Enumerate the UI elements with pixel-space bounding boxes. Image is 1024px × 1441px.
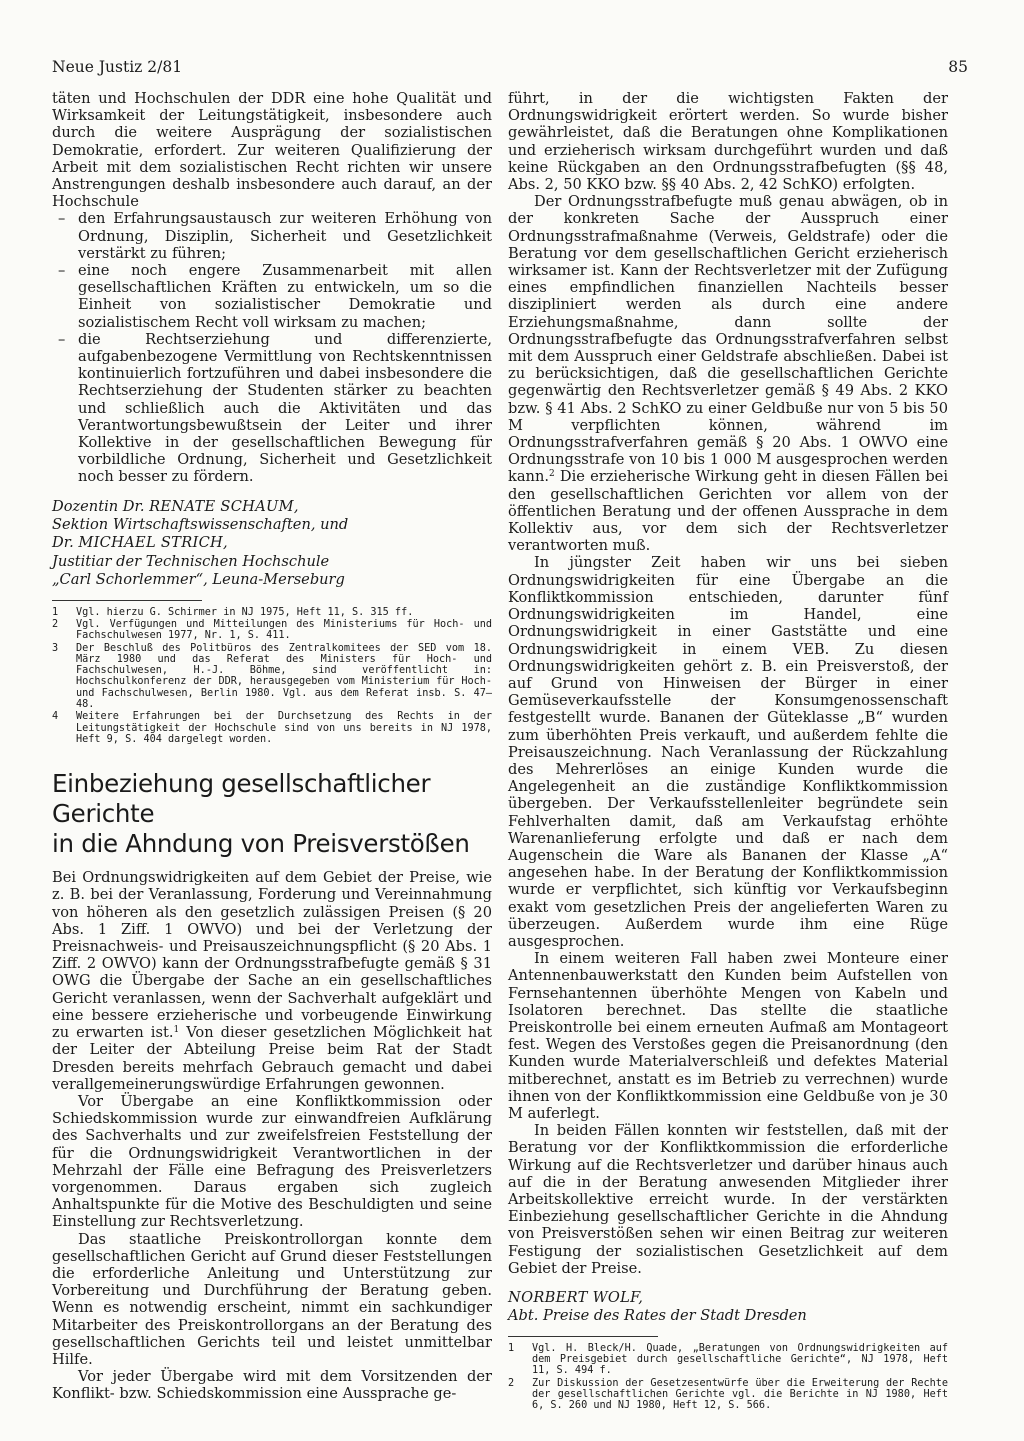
article-paragraph: Vor jeder Übergabe wird mit dem Vorsitzenden der Konflikt- bzw. Schiedskommission eine Aussprache ge- — [52, 1368, 492, 1403]
footnote-divider — [508, 1336, 658, 1337]
article-paragraph: In jüngster Zeit haben wir uns bei sieben Ordnungswidrigkeiten für eine Übergabe an die Konfliktkommission entschieden, darunter fünf Ordnungswidrigkeiten im Handel, eine Ordnungswidrigkeit in einer Gaststätte und eine Ordnungswidrigkeit in einem VEB. Zu diesen Ordnungswidrigkeiten gehört z. B. ein Preisverstoß, der auf Grund von Hinweisen der Bürger in einer Gemüseverkaufsstelle der Konsumgenossenschaft festgestellt wurde. Bananen der Güteklasse „B“ wurden zum überhöhten Preis verkauft, und außerdem fehlte die Preisauszeichnung. Nach Veranlassung der Rückzahlung des Mehrerlöses an einige Kunden wurde die Angelegenheit an die zuständige Konfliktkommission übergeben. Der Verkaufsstellenleiter begründete sein Fehlverhalten damit, daß am Verkaufstag erhöhte Warenanlieferung erfolgte und daß er nach dem Augenschein die Ware als Bananen der Klasse „A“ angesehen habe. In der Beratung der Konfliktkommission wurde er verpflichtet, sich künftig vor Verkaufsbeginn exakt vom gesetzlichen Preis der angelieferten Waren zu überzeugen. Außerdem wurde ihm eine Rüge ausgesprochen. — [508, 554, 948, 950]
goals-list — [52, 210, 492, 485]
author-name: NORBERT WOLF, — [508, 1289, 644, 1307]
footnote: 1 Vgl. H. Bleck/H. Quade, „Beratungen von Ordnungswidrigkeiten auf dem Preisgebiet durch gesellschaftliche Gerichte“, NJ 1978, Heft 11, S. 494 f. — [508, 1342, 948, 1377]
author-line-4: Justitiar der Technischen Hochschule — [52, 552, 330, 570]
list-item: – den Erfahrungsaustausch zur weiteren Erhöhung von Ordnung, Disziplin, Sicherheit und Gesetzlichkeit verstärkt zu führen; — [52, 210, 492, 262]
right-column — [508, 90, 948, 1413]
page-number: 85 — [948, 58, 968, 76]
author-line-2: Sektion Wirtschaftswissenschaften, und — [52, 516, 349, 534]
author-line-1: Dozentin Dr. RENATE SCHAUM, — [52, 497, 299, 515]
footnote: 2 Zur Diskussion der Gesetzesentwürfe über die Erweiterung der Rechte der gesellschaftlichen Gerichte vgl. die Berichte in NJ 1980, Heft 6, S. 260 und NJ 1980, Heft 12, S. 566. — [508, 1377, 948, 1412]
footnote: 3 Der Beschluß des Politbüros des Zentralkomitees der SED vom 18. März 1980 und das Referat des Ministers für Hoch- und Fachschulwesen, H.-J. Böhme, sind veröffentlicht in: Hochschulkonferenz der DDR, herausgegeben vom Ministerium für Hoch- und Fachschulwesen, Berlin 1980. Vgl. aus dem Referat insb. S. 47–48. — [52, 642, 492, 711]
footnote: 4 Weitere Erfahrungen bei der Durchsetzung des Rechts in der Leitungstätigkeit der Hochschule sind von uns bereits in NJ 1978, Heft 9, S. 404 dargelegt worden. — [52, 711, 492, 745]
article-paragraph: Das staatliche Preiskontrollorgan konnte dem gesellschaftlichen Gericht auf Grund dieser Feststellungen die erforderliche Anleitung und Unterstützung zur Vorbereitung und Durchführung der Beratung geben. Wenn es notwendig erscheint, nimmt ein sachkundiger Mitarbeiter des Preiskontrollorgans an der Beratung des gesellschaftlichen Gerichts teil und leistet unmittelbar Hilfe. — [52, 1230, 492, 1368]
author-name: MICHAEL STRICH, — [78, 534, 228, 552]
list-item: – die Rechtserziehung und differenzierte, aufgabenbezogene Vermittlung von Rechtskenntnissen kontinuierlich fortzuführen und dabei insbesondere die Rechtserziehung der Studenten stärker zu beachten und schließlich auch die Aktivitäten und das Verantwortungsbewußtsein der Leiter und ihrer Kollektive in der gesellschaftlichen Bewegung für vorbildliche Ordnung, Sicherheit und Gesetzlichkeit noch besser zu fördern. — [52, 331, 492, 486]
article-paragraph: In beiden Fällen konnten wir feststellen, daß mit der Beratung vor der Konfliktkommission die erforderliche Wirkung auf die Rechtsverletzer und darüber hinaus auch auf die in der Beratung anwesenden Mitglieder ihrer Arbeitskollektive erreicht wurde. In der verstärkten Einbeziehung gesellschaftlicher Gerichte in die Ahndung von Preisverstößen sehen wir einen Beitrag zur weiteren Festigung der sozialistischen Gesetzlichkeit auf dem Gebiet der Preise. — [508, 1122, 948, 1277]
journal-issue: Neue Justiz 2/81 — [52, 58, 183, 76]
list-item: – eine noch engere Zusammenarbeit mit allen gesellschaftlichen Kräften zu entwickeln, um so die Einheit von sozialistischer Demokratie und sozialistischem Recht voll wirksam zu machen; — [52, 262, 492, 331]
author-affiliation: Abt. Preise des Rates der Stadt Dresden — [508, 1307, 807, 1325]
footnote-ref: 2 — [548, 469, 555, 480]
article-paragraph: Vor Übergabe an eine Konfliktkommission oder Schiedskommission wurde zur einwandfreien Aufklärung des Sachverhalts und zur zweifelsfreien Feststellung der für die Ordnungswidrigkeit Verantwortlichen in der Mehrzahl der Fälle eine Befragung des Preisverletzers vorgenommen. Daraus ergaben sich zugleich Anhaltspunkte für die Motive des Beschuldigten und seine Einstellung zur Rechtsverletzung. — [52, 1092, 492, 1231]
article-paragraph: In einem weiteren Fall haben zwei Monteure einer Antennenbauwerkstatt den Kunden beim Aufstellen von Fernsehantennen überhöhte Mengen von Kabeln und Isolatoren berechnet. Das stellte die staatliche Preiskontrolle bei einem erneuten Aufmaß am Montageort fest. Wegen des Verstoßes gegen die Preisanordnung (den Kunden wurde Materialverschleiß und defektes Material mitberechnet, anstatt es im Betrieb zu verrechnen) wurde ihnen von der Konfliktkommission eine Geldbuße von je 30 M auferlegt. — [508, 950, 948, 1122]
author-signature-block — [52, 498, 492, 590]
author-line-3: Dr. MICHAEL STRICH, — [52, 534, 228, 552]
article-paragraph: Bei Ordnungswidrigkeiten auf dem Gebiet der Preise, wie z. B. bei der Veranlassung, Forderung und Vereinnahmung von höheren als den gesetzlich zulässigen Preisen (§ 20 Abs. 1 Ziff. 1 OWVO) und bei der Verletzung der Preisnachweis- und Preisauszeichnungspflicht (§ 20 Abs. 1 Ziff. 2 OWVO) kann der Ordnungsstrafbefugte gemäß § 31 OWG die Übergabe der Sache an ein gesellschaftliches Gericht veranlassen, wenn der Sachverhalt aufgeklärt und eine bessere erzieherische und vorbeugende Einwirkung zu erwarten ist.$^1$ Von dieser gesetzlichen Möglichkeit hat der Leiter der Abteilung Preise beim Rat der Stadt Dresden bereits mehrfach Gebrauch gemacht und dabei verallgemeinerungswürdige Erfahrungen gewonnen. — [52, 869, 492, 1093]
page-header — [52, 58, 968, 82]
footnote-divider — [52, 600, 202, 601]
footnote: 2 Vgl. Verfügungen und Mitteilungen des Ministeriums für Hoch- und Fachschulwesen 1977, Nr. 1, S. 411. — [52, 619, 492, 642]
footnote: 1 Vgl. hierzu G. Schirmer in NJ 1975, Heft 11, S. 315 ff. — [52, 606, 414, 618]
author-name: RENATE SCHAUM, — [149, 497, 299, 515]
article-paragraph: Der Ordnungsstrafbefugte muß genau abwägen, ob in der konkreten Sache der Ausspruch einer Ordnungsstrafmaßnahme (Verweis, Geldstrafe) oder die Beratung vor dem gesellschaftlichen Gericht erzieherisch wirksamer ist. Kann der Rechtsverletzer mit der Zufügung eines empfindlichen finanziellen Nachteils besser diszipliniert werden als durch eine andere Erziehungsmaßnahme, dann sollte der Ordnungsstrafbefugte das Ordnungsstrafverfahren selbst mit dem Ausspruch einer Geldstrafe abschließen. Dabei ist zu berücksichtigen, daß die gesellschaftlichen Gerichte gegenwärtig den Rechtsverletzer gemäß § 49 Abs. 2 KKO bzw. § 41 Abs. 2 SchKO zu einer Geldbuße nur von 5 bis 50 M verpflichten können, während im Ordnungsstrafverfahren gemäß § 20 Abs. 1 OWVO eine Ordnungsstrafe von 10 bis 1 000 M ausgesprochen werden kann.$^2$ Die erzieherische Wirkung geht in diesen Fällen bei den gesellschaftlichen Gerichten vor allem von der öffentlichen Beratung und der offenen Aussprache in dem Kollektiv aus, vor dem sich der Rechtsverletzer verantworten muß. — [508, 193, 948, 555]
author-line-5: „Carl Schorlemmer“, Leuna-Merseburg — [52, 571, 345, 589]
footnote-ref: 1 — [173, 1025, 180, 1036]
left-column — [52, 90, 492, 1403]
author-signature-block — [508, 1289, 948, 1326]
intro-paragraph: täten und Hochschulen der DDR eine hohe Qualität und Wirksamkeit der Leitungstätigkeit, insbesondere auch durch die weitere Ausprägung der sozialistischen Demokratie, erfordert. Zur weiteren Qualifizierung der Arbeit mit dem sozialistischen Recht richten wir unsere Anstrengungen deshalb insbesondere auch darauf, an der Hochschule — [52, 90, 492, 211]
article-paragraph: führt, in der die wichtigsten Fakten der Ordnungswidrigkeit erörtert werden. So wurde bisher gewährleistet, daß die Beratungen ohne Komplikationen und erzieherisch wirksam durchgeführt wurden und daß keine Rückgaben an den Ordnungsstrafbefugten (§§ 48, Abs. 2, 50 KKO bzw. §§ 40 Abs. 2, 42 SchKO) erfolgten. — [508, 90, 948, 194]
footnotes — [52, 607, 492, 746]
footnotes — [508, 1343, 948, 1412]
article-title: Einbeziehung gesellschaftlicher Gerichte in die Ahndung von Preisverstößen — [52, 769, 470, 859]
